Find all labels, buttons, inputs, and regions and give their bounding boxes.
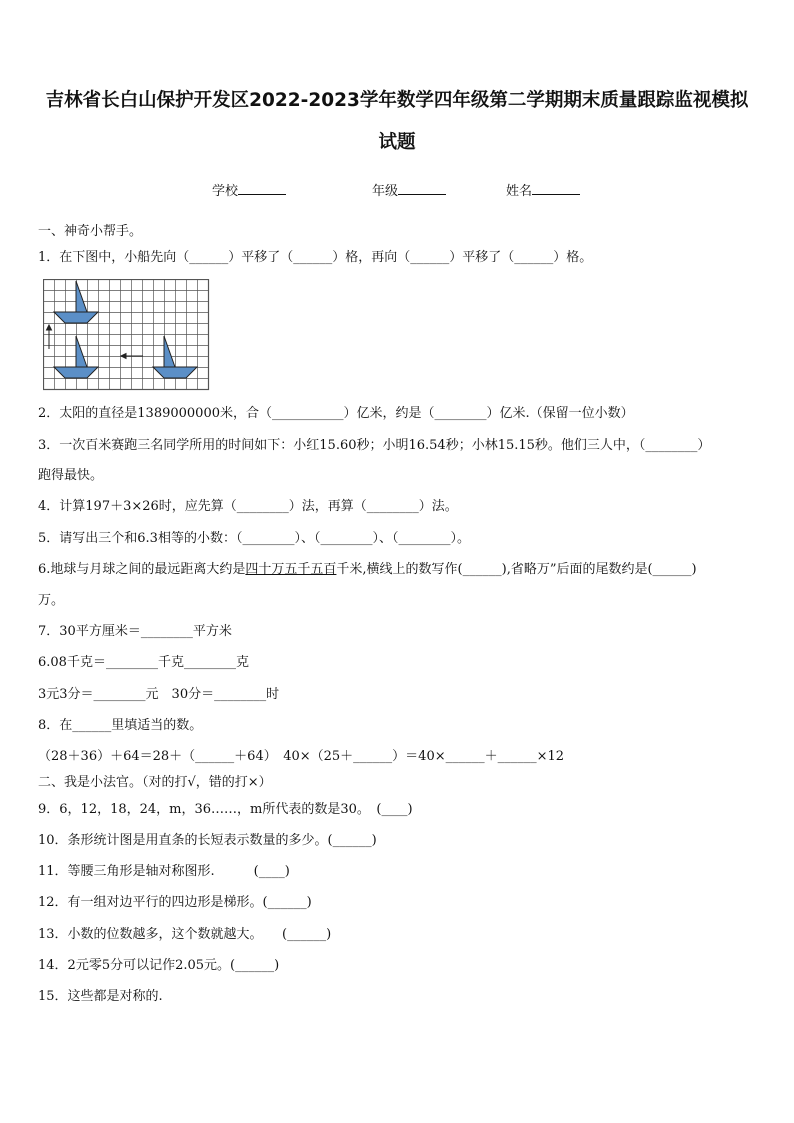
boat-bottom-left-icon xyxy=(54,336,98,378)
question-2: 2．太阳的直径是1389000000米，合（___________）亿米，约是（________）亿米.（保留一位小数） xyxy=(38,406,634,421)
grade-field xyxy=(372,180,446,199)
grade-label: 年级 xyxy=(372,184,399,199)
school-field xyxy=(212,180,286,199)
question-14: 14．2元零5分可以记作2.05元。(______) xyxy=(38,958,280,973)
arrow-left-icon xyxy=(121,354,143,359)
name-field xyxy=(506,180,580,199)
name-label: 姓名 xyxy=(506,184,533,199)
question-3-line1: 3．一次百米赛跑三名同学所用的时间如下：小红15.60秒；小明16.54秒；小林15.15秒。他们三人中，（________） xyxy=(38,438,711,453)
question-6-line2: 万。 xyxy=(38,593,65,608)
question-6-post: 千米,横线上的数写作(______),省略万”后面的尾数约是(______) xyxy=(336,562,697,577)
question-6-line1 xyxy=(38,562,697,578)
question-13: 13．小数的位数越多，这个数就越大。 (______) xyxy=(38,927,332,942)
question-8-line1: 8．在______里填适当的数。 xyxy=(38,718,203,733)
boat-grid-figure xyxy=(43,279,211,391)
question-15: 15．这些都是对称的. xyxy=(38,989,163,1004)
section2-heading: 二、我是小法官。（对的打√，错的打×） xyxy=(38,775,272,790)
question-7-line3: 3元3分＝________元 30分＝________时 xyxy=(38,687,280,702)
question-7-line1: 7．30平方厘米＝________平方米 xyxy=(38,624,232,639)
question-10: 10．条形统计图是用直条的长短表示数量的多少。(______) xyxy=(38,833,377,848)
name-blank[interactable] xyxy=(532,182,580,195)
document-title-line2: 试题 xyxy=(378,132,416,153)
question-1: 1．在下图中，小船先向（______）平移了（______）格，再向（______）平移了（______）格。 xyxy=(38,250,593,265)
boat-bottom-right-icon xyxy=(153,336,197,378)
question-8-line2: （28＋36）＋64＝28＋（______＋64） 40×（25＋______）＝40×______＋______×12 xyxy=(38,749,565,764)
question-6-underlined-number: 四十万五千五百 xyxy=(245,562,337,577)
question-5: 5．请写出三个和6.3相等的小数：（________）、（________）、（________）。 xyxy=(38,531,470,546)
boat-top-icon xyxy=(54,281,98,323)
document-title-line1: 吉林省长白山保护开发区2022-2023学年数学四年级第二学期期末质量跟踪监视模拟 xyxy=(45,90,749,111)
question-4: 4．计算197＋3×26时，应先算（________）法，再算（________）法。 xyxy=(38,499,458,514)
question-6-pre: 6.地球与月球之间的最远距离大约是 xyxy=(38,562,246,577)
question-7-line2: 6.08千克＝________千克________克 xyxy=(38,655,249,670)
question-12: 12．有一组对边平行的四边形是梯形。(______) xyxy=(38,895,312,910)
school-blank[interactable] xyxy=(238,182,286,195)
question-11: 11．等腰三角形是轴对称图形. (____) xyxy=(38,864,290,879)
question-3-line2: 跑得最快。 xyxy=(38,468,104,483)
grade-blank[interactable] xyxy=(398,182,446,195)
question-9: 9．6，12，18，24，m，36……，m所代表的数是30。 (____) xyxy=(38,802,413,817)
school-label: 学校 xyxy=(212,184,239,199)
section1-heading: 一、神奇小帮手。 xyxy=(38,224,143,239)
